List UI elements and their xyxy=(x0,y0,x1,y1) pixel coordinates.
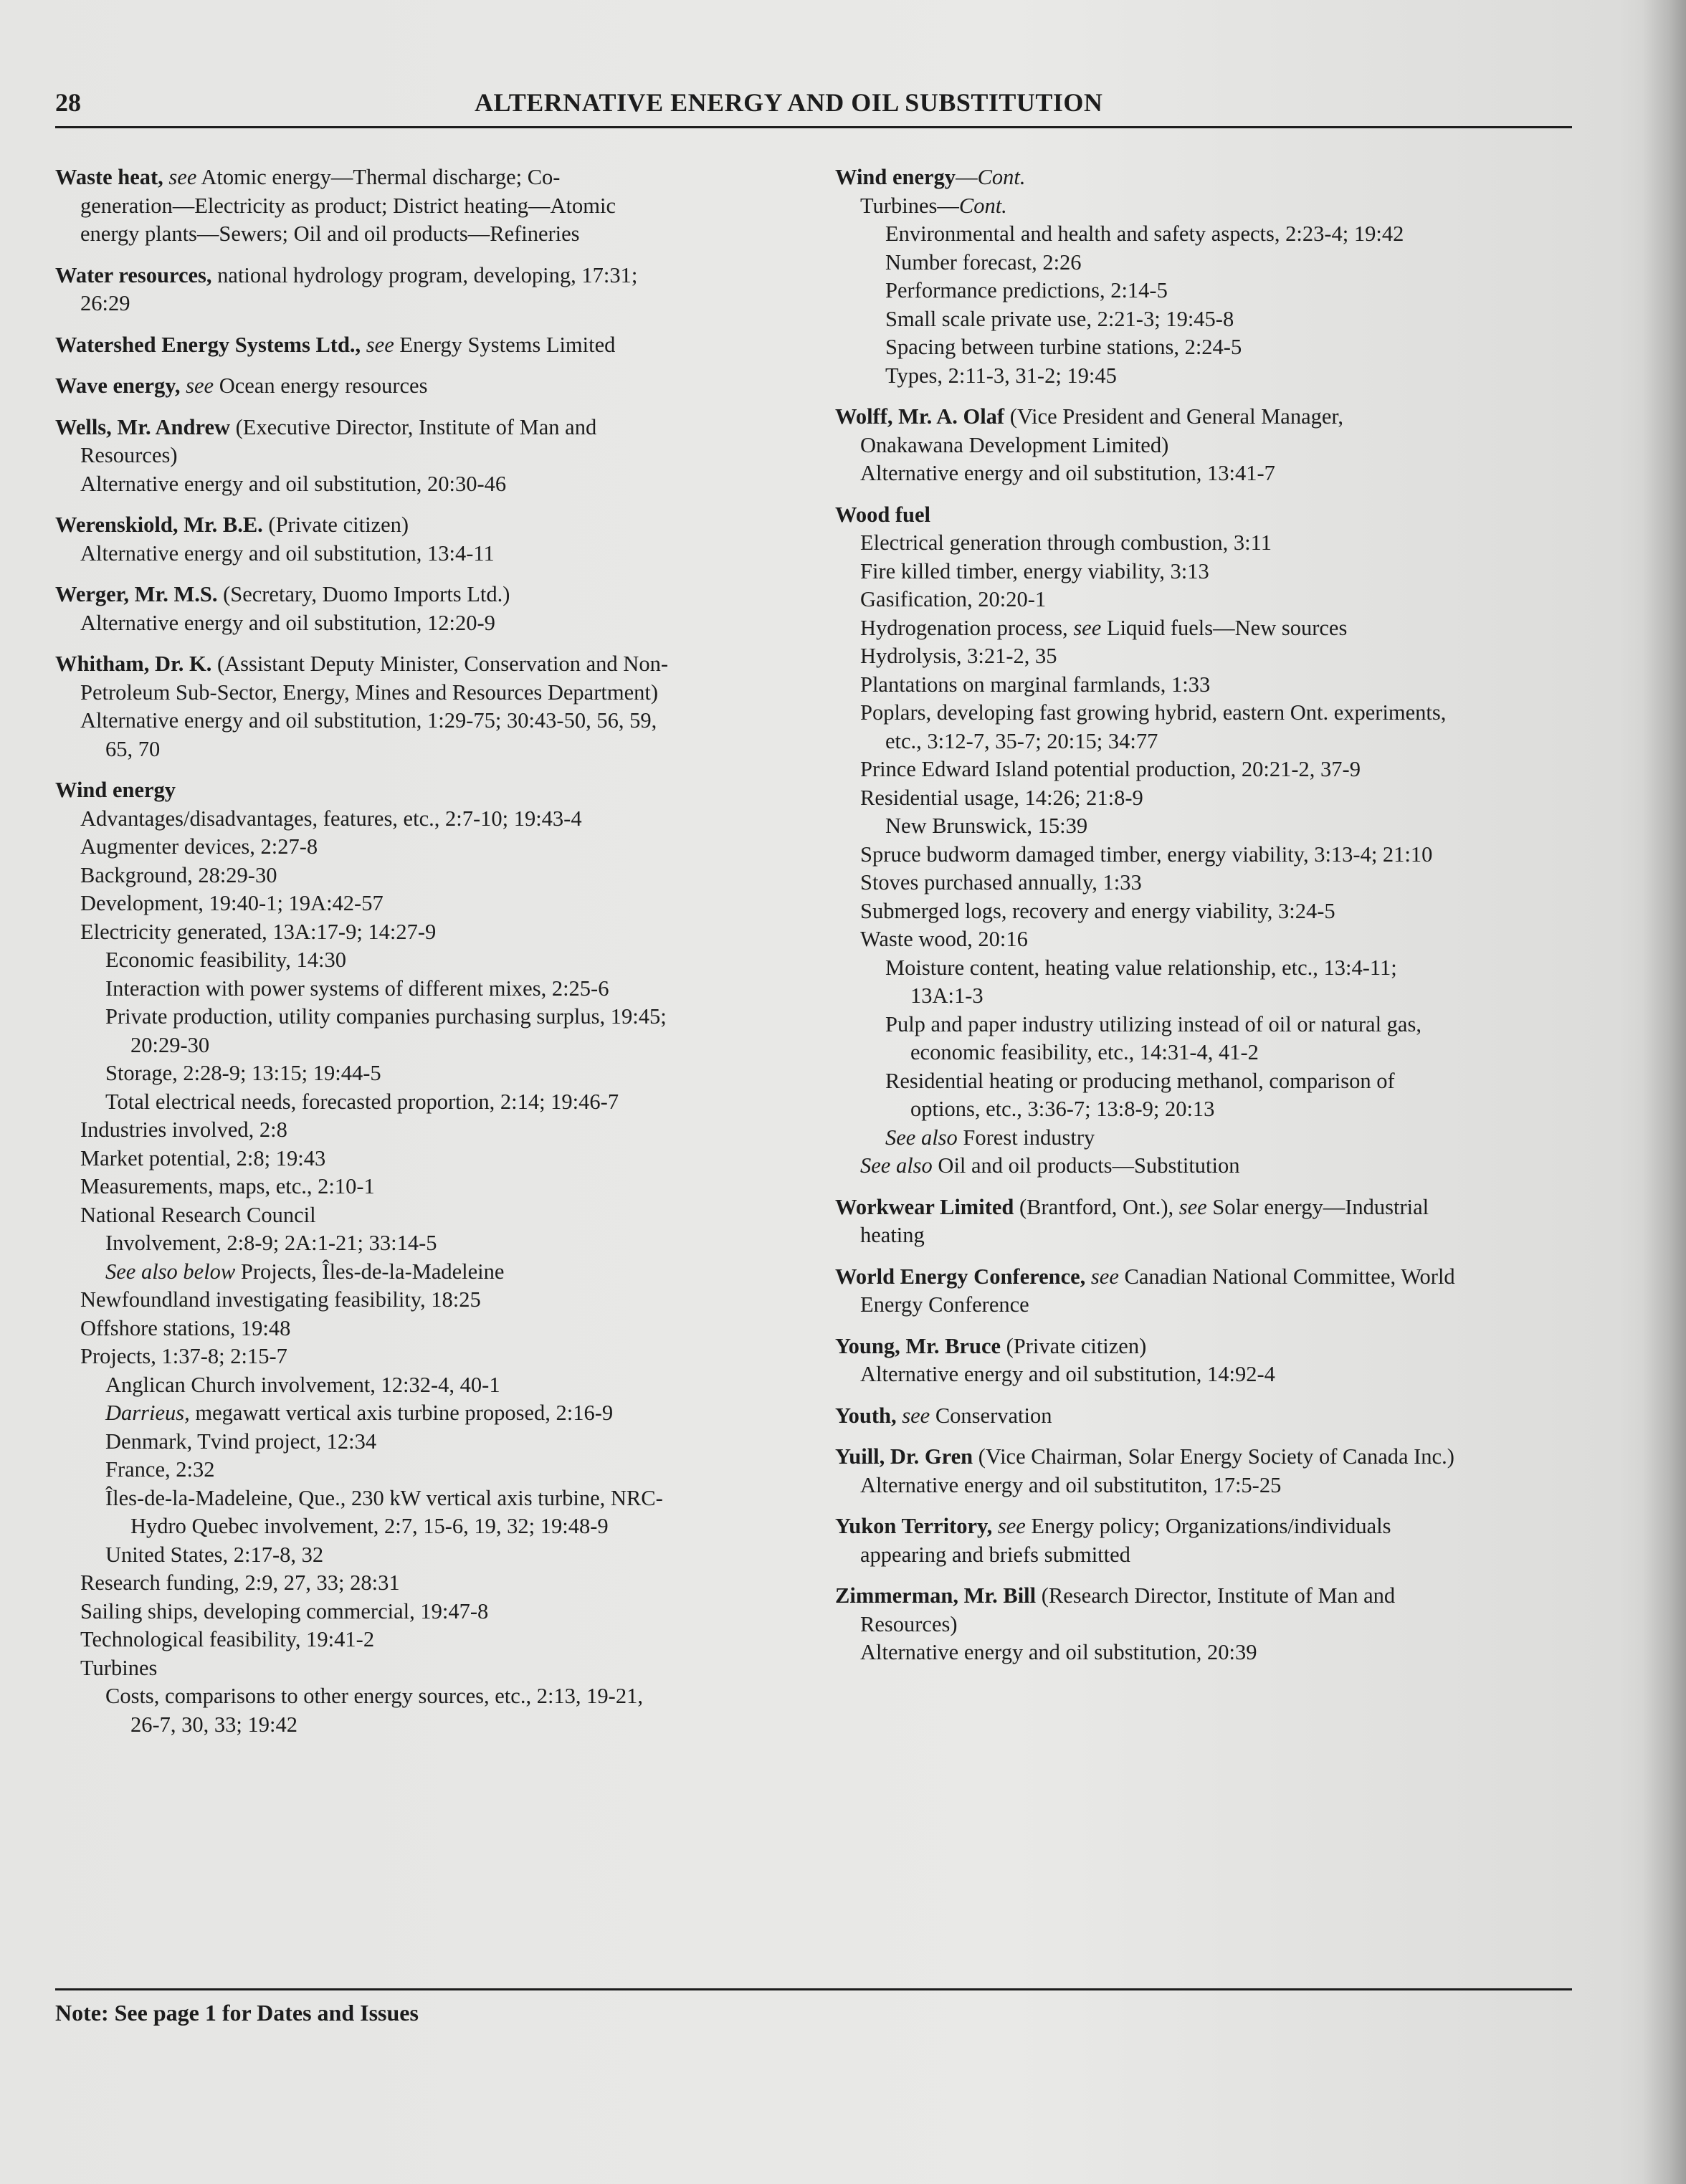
entry-text: Gasification, 20:20-1 xyxy=(860,587,1047,611)
entry-text: Alternative energy and oil substitution, 13:4-11 xyxy=(80,540,495,566)
footer-rule xyxy=(55,1988,1572,1990)
index-heading-line xyxy=(835,1443,1581,1472)
index-subentry-line xyxy=(835,812,1581,841)
entry-term: Werger, Mr. M.S. xyxy=(55,582,218,606)
entry-text: Resources) xyxy=(80,443,178,467)
entry-text xyxy=(181,373,186,398)
entry-text: energy plants—Sewers; Oil and oil products—Refineries xyxy=(80,221,580,246)
index-subentry-line xyxy=(55,918,815,947)
index-heading-line xyxy=(835,1512,1581,1541)
entry-text: Technological feasibility, 19:41-2 xyxy=(80,1627,375,1651)
entry-text: Hydrolysis, 3:21-2, 35 xyxy=(860,644,1057,668)
index-heading-line xyxy=(55,262,815,290)
cross-reference-label: see xyxy=(902,1403,930,1428)
entry-text: Private production, utility companies purchasing surplus, 19:45; xyxy=(105,1004,667,1029)
index-subentry-line xyxy=(835,1360,1581,1389)
index-subentry-line xyxy=(55,707,815,735)
entry-text: Alternative energy and oil substitution, 20:30-46 xyxy=(80,471,507,496)
entry-text: Canadian National Committee, World xyxy=(1118,1264,1455,1289)
cross-reference-label: see xyxy=(1178,1194,1207,1219)
index-subentry-line xyxy=(55,442,815,470)
index-subentry-line xyxy=(835,1611,1581,1639)
index-subentry-line xyxy=(835,1639,1581,1667)
index-subentry-line xyxy=(835,558,1581,586)
index-heading-line xyxy=(835,163,1581,192)
entry-text: Sailing ships, developing commercial, 19:47-8 xyxy=(80,1598,489,1623)
index-heading-line xyxy=(835,1332,1581,1361)
entry-term: Wolff, Mr. A. Olaf xyxy=(835,404,1005,429)
entry-text: 26-7, 30, 33; 19:42 xyxy=(130,1712,297,1737)
entry-text: 65, 70 xyxy=(105,736,161,761)
index-subentry-line xyxy=(835,699,1581,728)
entry-text: Total electrical needs, forecasted proportion, 2:14; 19:46-7 xyxy=(105,1089,619,1114)
entry-term: Yukon Territory, xyxy=(835,1514,993,1538)
index-subentry-line xyxy=(835,305,1581,334)
entry-text: 20:29-30 xyxy=(130,1032,210,1057)
entry-term: Zimmerman, Mr. Bill xyxy=(835,1583,1037,1608)
entry-text: United States, 2:17-8, 32 xyxy=(105,1542,324,1567)
entry-text: Petroleum Sub-Sector, Energy, Mines and Resources Department) xyxy=(80,679,658,705)
index-subentry-line xyxy=(55,1059,815,1088)
index-entry xyxy=(835,1402,1581,1431)
index-entry xyxy=(55,262,815,318)
entry-text: Solar energy—Industrial xyxy=(1206,1194,1429,1219)
index-heading-line xyxy=(55,581,815,609)
entry-text: Alternative energy and oil substitutiton, 17:5-25 xyxy=(860,1472,1282,1497)
entry-text: Pulp and paper industry utilizing instead of oil or natural gas, xyxy=(885,1011,1421,1036)
entry-text: Denmark, Tvind project, 12:34 xyxy=(105,1429,377,1454)
index-heading-line xyxy=(55,650,815,679)
index-heading-line xyxy=(835,1582,1581,1611)
index-subentry-line xyxy=(55,1343,815,1371)
entry-text: Market potential, 2:8; 19:43 xyxy=(80,1145,326,1170)
cross-reference-label: See also below xyxy=(105,1259,236,1284)
index-heading-line xyxy=(835,1193,1581,1222)
entry-text: (Private citizen) xyxy=(262,512,409,537)
index-subentry-line xyxy=(55,1654,815,1683)
page-number: 28 xyxy=(55,88,81,117)
entry-term: Waste heat, xyxy=(55,165,163,189)
index-subentry-line xyxy=(835,362,1581,391)
entry-text: Turbines— xyxy=(860,193,959,218)
entry-text: (Executive Director, Institute of Man and xyxy=(230,414,597,439)
entry-text: Measurements, maps, etc., 2:10-1 xyxy=(80,1174,375,1198)
index-heading-line xyxy=(835,403,1581,431)
index-heading-line xyxy=(55,163,815,192)
cross-reference-label: Cont. xyxy=(958,193,1007,218)
cross-reference-label: See also xyxy=(860,1153,933,1178)
entry-text: Development, 19:40-1; 19A:42-57 xyxy=(80,891,384,915)
entry-text: Research funding, 2:9, 27, 33; 28:31 xyxy=(80,1570,400,1595)
entry-term: Wood fuel xyxy=(835,502,931,527)
index-subentry-line xyxy=(835,249,1581,277)
index-subentry-line xyxy=(835,614,1581,643)
entry-text xyxy=(1085,1264,1091,1289)
entry-text: Projects, Îles-de-la-Madeleine xyxy=(235,1259,505,1284)
index-subentry-line xyxy=(55,1258,815,1287)
entry-text: Forest industry xyxy=(957,1125,1095,1150)
page-edge-shadow xyxy=(1643,0,1686,2184)
index-subentry-line xyxy=(835,192,1581,221)
index-subentry-line xyxy=(55,805,815,834)
entry-term: Young, Mr. Bruce xyxy=(835,1333,1001,1358)
entry-text: (Vice President and General Manager, xyxy=(1004,404,1343,429)
index-entry xyxy=(55,511,815,568)
entry-text: (Vice Chairman, Solar Energy Society of Canada Inc.) xyxy=(973,1444,1454,1469)
entry-text: Residential usage, 14:26; 21:8-9 xyxy=(860,785,1143,810)
entry-text: (Brantford, Ont.), xyxy=(1014,1194,1179,1219)
entry-text: Conservation xyxy=(930,1403,1052,1428)
entry-text: Alternative energy and oil substitution, 13:41-7 xyxy=(860,461,1275,485)
index-entry xyxy=(55,414,815,499)
entry-text: Stoves purchased annually, 1:33 xyxy=(860,870,1142,895)
entry-text: Energy Conference xyxy=(860,1292,1029,1317)
index-subentry-line xyxy=(835,784,1581,813)
entry-text: Residential heating or producing methanol, comparison of xyxy=(885,1068,1395,1093)
entry-term: Wind energy xyxy=(55,778,176,802)
index-subentry-line xyxy=(55,679,815,707)
index-entry xyxy=(55,163,815,249)
entry-text: Anglican Church involvement, 12:32-4, 40-1 xyxy=(105,1372,500,1397)
entry-text: — xyxy=(956,165,978,189)
index-subentry-line xyxy=(55,1229,815,1258)
entry-text: Alternative energy and oil substitution, 1:29-75; 30:43-50, 56, 59, xyxy=(80,708,657,733)
index-subentry-line xyxy=(55,1484,815,1513)
entry-text: Waste wood, 20:16 xyxy=(860,927,1028,951)
entry-text: Energy Systems Limited xyxy=(394,332,616,357)
index-subentry-line xyxy=(55,1088,815,1117)
index-subentry-line xyxy=(55,220,815,249)
index-entry xyxy=(835,163,1581,390)
index-subentry-line xyxy=(835,1291,1581,1320)
index-subentry-line xyxy=(55,833,815,862)
cross-reference-label: see xyxy=(168,165,197,189)
entry-text: Performance predictions, 2:14-5 xyxy=(885,278,1168,302)
index-subentry-line xyxy=(835,1541,1581,1570)
entry-text: Projects, 1:37-8; 2:15-7 xyxy=(80,1344,287,1368)
index-subentry-line xyxy=(835,586,1581,614)
entry-text: National Research Council xyxy=(80,1202,316,1227)
entry-text: Advantages/disadvantages, features, etc., 2:7-10; 19:43-4 xyxy=(80,806,582,831)
cross-reference-label: Darrieus, xyxy=(105,1401,190,1425)
index-subentry-line xyxy=(55,1116,815,1145)
entry-term: Werenskiold, Mr. B.E. xyxy=(55,512,263,537)
entry-text: Resources) xyxy=(860,1611,958,1636)
index-subentry-line xyxy=(835,333,1581,362)
entry-text: Hydrogenation process, xyxy=(860,615,1074,640)
index-subentry-line xyxy=(55,1031,815,1060)
index-subentry-line xyxy=(835,841,1581,869)
entry-term: Wind energy xyxy=(835,165,956,189)
running-head: ALTERNATIVE ENERGY AND OIL SUBSTITUTION xyxy=(475,88,1103,117)
index-subentry-line xyxy=(55,1626,815,1654)
entry-text: 26:29 xyxy=(80,291,130,315)
index-subentry-line xyxy=(55,1173,815,1201)
index-subentry-line xyxy=(835,1124,1581,1153)
index-subentry-line xyxy=(55,1145,815,1173)
index-subentry-line xyxy=(55,1541,815,1570)
index-heading-line xyxy=(55,776,815,805)
entry-text: Costs, comparisons to other energy sources, etc., 2:13, 19-21, xyxy=(105,1684,643,1708)
cross-reference-label: see xyxy=(1090,1264,1119,1289)
entry-text: economic feasibility, etc., 14:31-4, 41-2 xyxy=(910,1040,1259,1064)
index-subentry-line xyxy=(55,192,815,221)
index-subentry-line xyxy=(55,1371,815,1400)
entry-text xyxy=(992,1514,998,1538)
entry-text xyxy=(361,333,366,357)
index-subentry-line xyxy=(835,642,1581,671)
cross-reference-label: See also xyxy=(885,1125,958,1150)
index-subentry-line xyxy=(55,1428,815,1456)
index-heading-line xyxy=(55,331,815,360)
index-entry xyxy=(835,1263,1581,1320)
index-subentry-line xyxy=(835,954,1581,983)
index-heading-line xyxy=(835,1402,1581,1431)
entry-text: Storage, 2:28-9; 13:15; 19:44-5 xyxy=(105,1061,381,1085)
entry-text: appearing and briefs submitted xyxy=(860,1542,1130,1567)
index-subentry-line xyxy=(835,869,1581,897)
entry-text: Alternative energy and oil substitution, 14:92-4 xyxy=(860,1362,1275,1386)
entry-term: Wells, Mr. Andrew xyxy=(55,414,231,439)
entry-text: Liquid fuels—New sources xyxy=(1101,615,1348,640)
entry-text: Poplars, developing fast growing hybrid, eastern Ont. experiments, xyxy=(860,700,1447,725)
index-subentry-line xyxy=(55,1201,815,1230)
index-subentry-line xyxy=(55,1598,815,1626)
entry-text: Environmental and health and safety aspects, 2:23-4; 19:42 xyxy=(885,221,1404,246)
index-entry xyxy=(835,1443,1581,1499)
index-subentry-line xyxy=(55,1711,815,1740)
entry-text: Involvement, 2:8-9; 2A:1-21; 33:14-5 xyxy=(105,1231,437,1255)
index-subentry-line xyxy=(835,1039,1581,1067)
index-column-right xyxy=(835,163,1581,1680)
entry-term: Water resources, xyxy=(55,262,212,287)
index-entry xyxy=(835,403,1581,488)
index-entry xyxy=(835,1193,1581,1250)
index-subentry-line xyxy=(55,609,815,638)
entry-text: megawatt vertical axis turbine proposed, 2:16-9 xyxy=(189,1401,614,1425)
index-subentry-line xyxy=(835,982,1581,1011)
index-entry xyxy=(55,650,815,763)
index-subentry-line xyxy=(835,755,1581,784)
entry-text: Plantations on marginal farmlands, 1:33 xyxy=(860,672,1211,697)
entry-text: Spacing between turbine stations, 2:24-5 xyxy=(885,335,1242,359)
index-subentry-line xyxy=(835,529,1581,558)
index-entry xyxy=(55,581,815,637)
index-subentry-line xyxy=(55,540,815,568)
index-subentry-line xyxy=(55,1286,815,1315)
entry-text: Small scale private use, 2:21-3; 19:45-8 xyxy=(885,306,1234,331)
entry-term: Wave energy, xyxy=(55,373,181,398)
index-subentry-line xyxy=(835,1067,1581,1096)
index-subentry-line xyxy=(55,1399,815,1428)
entry-text: (Private citizen) xyxy=(1001,1333,1147,1358)
index-entry xyxy=(835,1332,1581,1389)
index-subentry-line xyxy=(55,975,815,1003)
cross-reference-label: see xyxy=(366,332,394,357)
entry-text: Alternative energy and oil substitution, 12:20-9 xyxy=(80,610,495,635)
entry-text: Economic feasibility, 14:30 xyxy=(105,948,346,972)
index-entry xyxy=(835,1582,1581,1667)
entry-text: heating xyxy=(860,1223,925,1247)
index-subentry-line xyxy=(55,1682,815,1711)
entry-text: Oil and oil products—Substitution xyxy=(932,1153,1240,1178)
entry-text: Number forecast, 2:26 xyxy=(885,249,1082,275)
cross-reference-label: Cont. xyxy=(977,165,1026,189)
entry-text: Alternative energy and oil substitution, 20:39 xyxy=(860,1640,1257,1664)
entry-term: World Energy Conference, xyxy=(835,1264,1086,1289)
index-subentry-line xyxy=(835,459,1581,488)
index-entry xyxy=(835,501,1581,1181)
entry-text: Newfoundland investigating feasibility, 18:25 xyxy=(80,1287,481,1312)
entry-text: generation—Electricity as product; District heating—Atomic xyxy=(80,193,616,218)
index-heading-line xyxy=(835,1263,1581,1292)
entry-text: Industries involved, 2:8 xyxy=(80,1117,287,1142)
entry-term: Watershed Energy Systems Ltd., xyxy=(55,332,361,357)
index-entry xyxy=(55,776,815,1739)
index-subentry-line xyxy=(55,862,815,890)
index-subentry-line xyxy=(835,1221,1581,1250)
entry-term: Yuill, Dr. Gren xyxy=(835,1444,973,1469)
index-subentry-line xyxy=(55,1569,815,1598)
entry-text: Onakawana Development Limited) xyxy=(860,432,1169,457)
index-subentry-line xyxy=(835,1152,1581,1181)
entry-text: Electrical generation through combustion, 3:11 xyxy=(860,530,1272,555)
cross-reference-label: see xyxy=(186,373,214,398)
index-subentry-line xyxy=(835,220,1581,249)
index-subentry-line xyxy=(55,890,815,918)
entry-text: Atomic energy—Thermal discharge; Co- xyxy=(196,165,561,189)
entry-text: Interaction with power systems of different mixes, 2:25-6 xyxy=(105,976,609,1001)
index-heading-line xyxy=(835,501,1581,530)
index-subentry-line xyxy=(835,431,1581,460)
entry-text: Offshore stations, 19:48 xyxy=(80,1315,291,1340)
index-subentry-line xyxy=(835,1011,1581,1039)
entry-term: Whitham, Dr. K. xyxy=(55,652,212,676)
entry-text: (Secretary, Duomo Imports Ltd.) xyxy=(217,582,510,606)
index-entry xyxy=(55,372,815,401)
index-subentry-line xyxy=(835,1095,1581,1124)
entry-term: Youth, xyxy=(835,1403,897,1428)
index-subentry-line xyxy=(835,925,1581,954)
entry-text: Moisture content, heating value relationship, etc., 13:4-11; xyxy=(885,955,1397,980)
entry-text: (Assistant Deputy Minister, Conservation and Non- xyxy=(211,652,668,676)
index-subentry-line xyxy=(835,728,1581,756)
entry-text: 13A:1-3 xyxy=(910,983,984,1008)
entry-text: Submerged logs, recovery and energy viability, 3:24-5 xyxy=(860,898,1335,923)
entry-text: Energy policy; Organizations/individuals xyxy=(1025,1514,1391,1538)
entry-text: France, 2:32 xyxy=(105,1457,215,1482)
entry-text: New Brunswick, 15:39 xyxy=(885,814,1088,838)
entry-text: Background, 28:29-30 xyxy=(80,862,277,887)
index-subentry-line xyxy=(55,946,815,975)
cross-reference-label: see xyxy=(997,1514,1026,1538)
footer-note: Note: See page 1 for Dates and Issues xyxy=(55,2000,419,2026)
index-subentry-line xyxy=(55,290,815,318)
index-subentry-line xyxy=(835,897,1581,926)
entry-text: options, etc., 3:36-7; 13:8-9; 20:13 xyxy=(910,1097,1215,1121)
entry-text: national hydrology program, developing, 17:31; xyxy=(211,262,638,287)
index-subentry-line xyxy=(55,1003,815,1031)
index-subentry-line xyxy=(55,1456,815,1484)
page-header xyxy=(55,85,1572,128)
entry-text: Augmenter devices, 2:27-8 xyxy=(80,834,318,859)
entry-text: Îles-de-la-Madeleine, Que., 230 kW vertical axis turbine, NRC- xyxy=(105,1485,663,1510)
index-heading-line xyxy=(55,414,815,442)
index-subentry-line xyxy=(835,671,1581,700)
entry-text: Ocean energy resources xyxy=(214,373,428,398)
index-heading-line xyxy=(55,511,815,540)
index-heading-line xyxy=(55,372,815,401)
entry-text: Electricity generated, 13A:17-9; 14:27-9 xyxy=(80,919,437,944)
index-subentry-line xyxy=(55,1512,815,1541)
cross-reference-label: see xyxy=(1073,615,1102,640)
index-subentry-line xyxy=(55,470,815,499)
entry-text: Turbines xyxy=(80,1655,158,1680)
entry-text: Spruce budworm damaged timber, energy viability, 3:13-4; 21:10 xyxy=(860,841,1433,867)
index-entry xyxy=(835,1512,1581,1569)
entry-term: Workwear Limited xyxy=(835,1194,1014,1219)
entry-text: etc., 3:12-7, 35-7; 20:15; 34:77 xyxy=(885,728,1158,753)
index-subentry-line xyxy=(835,1472,1581,1500)
index-subentry-line xyxy=(55,1315,815,1343)
entry-text: Prince Edward Island potential production, 20:21-2, 37-9 xyxy=(860,757,1361,781)
entry-text: Types, 2:11-3, 31-2; 19:45 xyxy=(885,363,1117,388)
entry-text: Fire killed timber, energy viability, 3:13 xyxy=(860,558,1209,583)
index-subentry-line xyxy=(835,277,1581,305)
entry-text: Hydro Quebec involvement, 2:7, 15-6, 19, 32; 19:48-9 xyxy=(130,1514,609,1538)
index-column-left xyxy=(55,163,815,1752)
index-entry xyxy=(55,331,815,360)
entry-text: (Research Director, Institute of Man and xyxy=(1036,1583,1396,1608)
index-subentry-line xyxy=(55,735,815,764)
